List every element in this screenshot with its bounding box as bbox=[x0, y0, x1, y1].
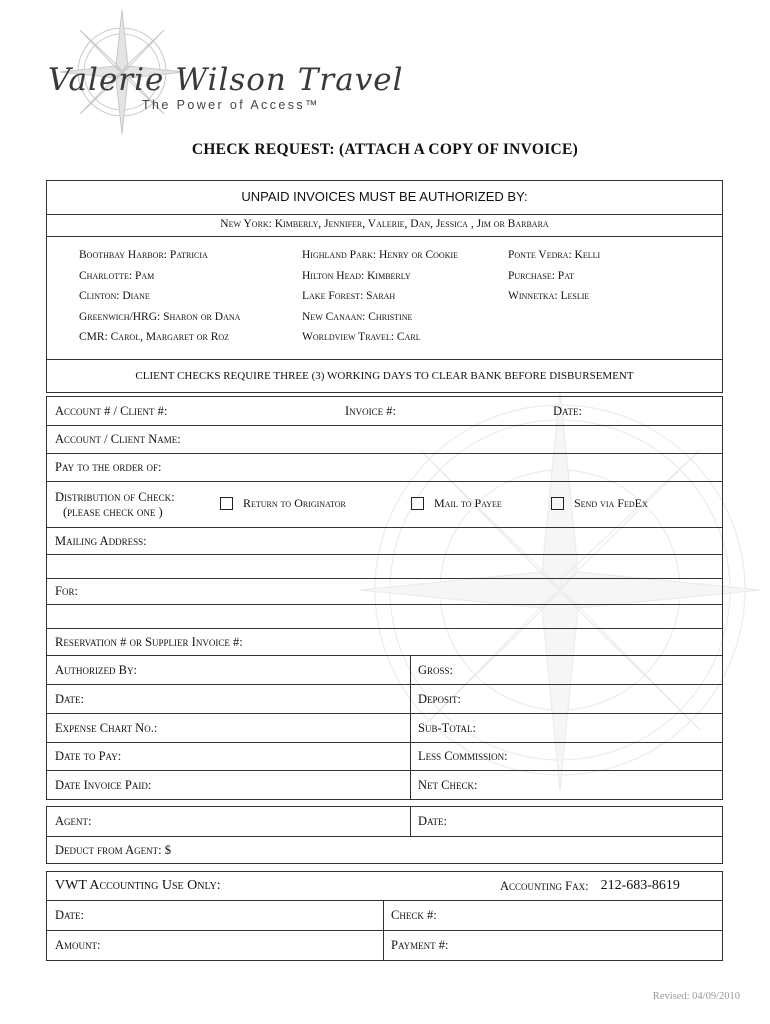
company-logo bbox=[22, 10, 404, 135]
mailing-address-field[interactable]: Mailing Address: bbox=[55, 533, 147, 548]
net-check-field[interactable]: Net Check: bbox=[418, 777, 478, 792]
accounting-amount-row bbox=[47, 930, 722, 960]
location-entry: New Canaan: Christine bbox=[302, 310, 413, 323]
accounting-date-row bbox=[47, 900, 722, 930]
location-entry: Highland Park: Henry or Cookie bbox=[302, 249, 459, 261]
expense-row bbox=[47, 713, 722, 742]
agent-field[interactable]: Agent: bbox=[55, 814, 92, 828]
deduct-row bbox=[47, 836, 722, 863]
pay-to-field[interactable]: Pay to the order of: bbox=[55, 460, 162, 474]
pay-to-row bbox=[47, 453, 722, 481]
option-label: Mail to Payee bbox=[434, 496, 502, 510]
expense-chart-field[interactable]: Expense Chart No.: bbox=[55, 720, 158, 735]
send-via-fedex-option[interactable] bbox=[551, 496, 648, 511]
location-column-1 bbox=[79, 249, 240, 352]
distribution-note: (please check one ) bbox=[63, 505, 163, 519]
option-label: Send via FedEx bbox=[574, 496, 648, 510]
fax-label: Accounting Fax: bbox=[500, 878, 589, 893]
client-checks-note: CLIENT CHECKS REQUIRE THREE (3) WORKING DAYS TO CLEAR BANK BEFORE DISBURSEMENT bbox=[47, 359, 722, 393]
less-commission-field[interactable]: Less Commission: bbox=[418, 749, 508, 763]
date-to-pay-field[interactable]: Date to Pay: bbox=[55, 749, 122, 763]
mail-to-payee-option[interactable] bbox=[411, 496, 502, 511]
date-to-pay-row bbox=[47, 742, 722, 770]
accounting-box bbox=[46, 871, 723, 961]
distribution-label bbox=[55, 490, 175, 520]
account-row bbox=[47, 397, 722, 425]
location-entry: CMR: Carol, Margaret or Roz bbox=[79, 331, 230, 343]
date-deposit-row bbox=[47, 684, 722, 713]
agent-box bbox=[46, 806, 723, 864]
check-request-form bbox=[46, 396, 723, 800]
location-column-3 bbox=[508, 249, 600, 311]
auth-heading: UNPAID INVOICES MUST BE AUTHORIZED BY: bbox=[241, 189, 528, 204]
invoice-field[interactable]: Invoice #: bbox=[345, 403, 397, 418]
distribution-title: Distribution of Check: bbox=[55, 490, 175, 504]
checkbox-icon[interactable] bbox=[220, 497, 233, 510]
accounting-fax bbox=[492, 872, 680, 900]
agent-row bbox=[47, 807, 722, 836]
gross-field[interactable]: Gross: bbox=[418, 662, 454, 677]
location-entry: Winnetka: Leslie bbox=[508, 290, 590, 302]
date-invoice-paid-row bbox=[47, 770, 722, 799]
check-number-field[interactable]: Check #: bbox=[391, 908, 437, 922]
sub-total-field[interactable]: Sub-Total: bbox=[418, 720, 476, 735]
document-title: CHECK REQUEST: (ATTACH A COPY OF INVOICE) bbox=[191, 141, 579, 158]
new-york-authorizers: New York: Kimberly, Jennifer, Valerie, Dan, Jessica , Jim or Barbara bbox=[47, 214, 722, 236]
agent-date-field[interactable]: Date: bbox=[418, 814, 447, 828]
date-invoice-paid-field[interactable]: Date Invoice Paid: bbox=[55, 777, 152, 792]
logo-tagline: The Power of Access™ bbox=[142, 98, 320, 112]
revision-date: Revised: 04/09/2010 bbox=[652, 991, 740, 1002]
location-authorizers bbox=[47, 236, 722, 359]
location-column-2 bbox=[302, 249, 458, 352]
location-entry: Greenwich/HRG: Sharon or Dana bbox=[79, 310, 241, 323]
accounting-header-row bbox=[47, 872, 722, 900]
option-label: Return to Originator bbox=[243, 496, 346, 510]
checkbox-icon[interactable] bbox=[551, 497, 564, 510]
location-entry: Ponte Vedra: Kelli bbox=[508, 249, 601, 261]
authorized-row bbox=[47, 655, 722, 684]
deposit-field[interactable]: Deposit: bbox=[418, 691, 462, 706]
authorized-by-field[interactable]: Authorized By: bbox=[55, 662, 137, 677]
client-name-row bbox=[47, 425, 722, 453]
location-entry: Purchase: Pat bbox=[508, 269, 574, 282]
accounting-heading: VWT Accounting Use Only: bbox=[55, 878, 221, 893]
date-2-field[interactable]: Date: bbox=[55, 691, 84, 706]
account-client-name-field[interactable]: Account / Client Name: bbox=[55, 432, 181, 446]
reservation-row bbox=[47, 628, 722, 655]
fax-number: 212-683-8619 bbox=[600, 878, 680, 893]
location-entry: Clinton: Diane bbox=[79, 290, 150, 302]
date-field[interactable]: Date: bbox=[553, 403, 582, 418]
location-entry: Hilton Head: Kimberly bbox=[302, 269, 411, 282]
reservation-field[interactable]: Reservation # or Supplier Invoice #: bbox=[55, 634, 243, 649]
amount-field[interactable]: Amount: bbox=[55, 938, 101, 952]
logo-name: Valerie Wilson Travel bbox=[48, 62, 404, 98]
distribution-row bbox=[47, 481, 722, 527]
checkbox-icon[interactable] bbox=[411, 497, 424, 510]
mailing-address-line-2[interactable] bbox=[47, 554, 722, 578]
authorization-box bbox=[46, 180, 723, 393]
location-entry: Boothbay Harbor: Patricia bbox=[79, 249, 208, 261]
return-to-originator-option[interactable] bbox=[220, 496, 346, 511]
location-entry: Worldview Travel: Carl bbox=[302, 331, 421, 343]
for-line-2[interactable] bbox=[47, 604, 722, 628]
payment-number-field[interactable]: Payment #: bbox=[391, 938, 449, 952]
deduct-from-agent-field[interactable]: Deduct from Agent: $ bbox=[55, 842, 171, 857]
for-row bbox=[47, 578, 722, 604]
account-client-field[interactable]: Account # / Client #: bbox=[55, 403, 168, 418]
for-field[interactable]: For: bbox=[55, 584, 78, 598]
mailing-address-row bbox=[47, 527, 722, 554]
accounting-date-field[interactable]: Date: bbox=[55, 908, 84, 922]
location-entry: Charlotte: Pam bbox=[79, 269, 155, 282]
location-entry: Lake Forest: Sarah bbox=[302, 290, 396, 302]
